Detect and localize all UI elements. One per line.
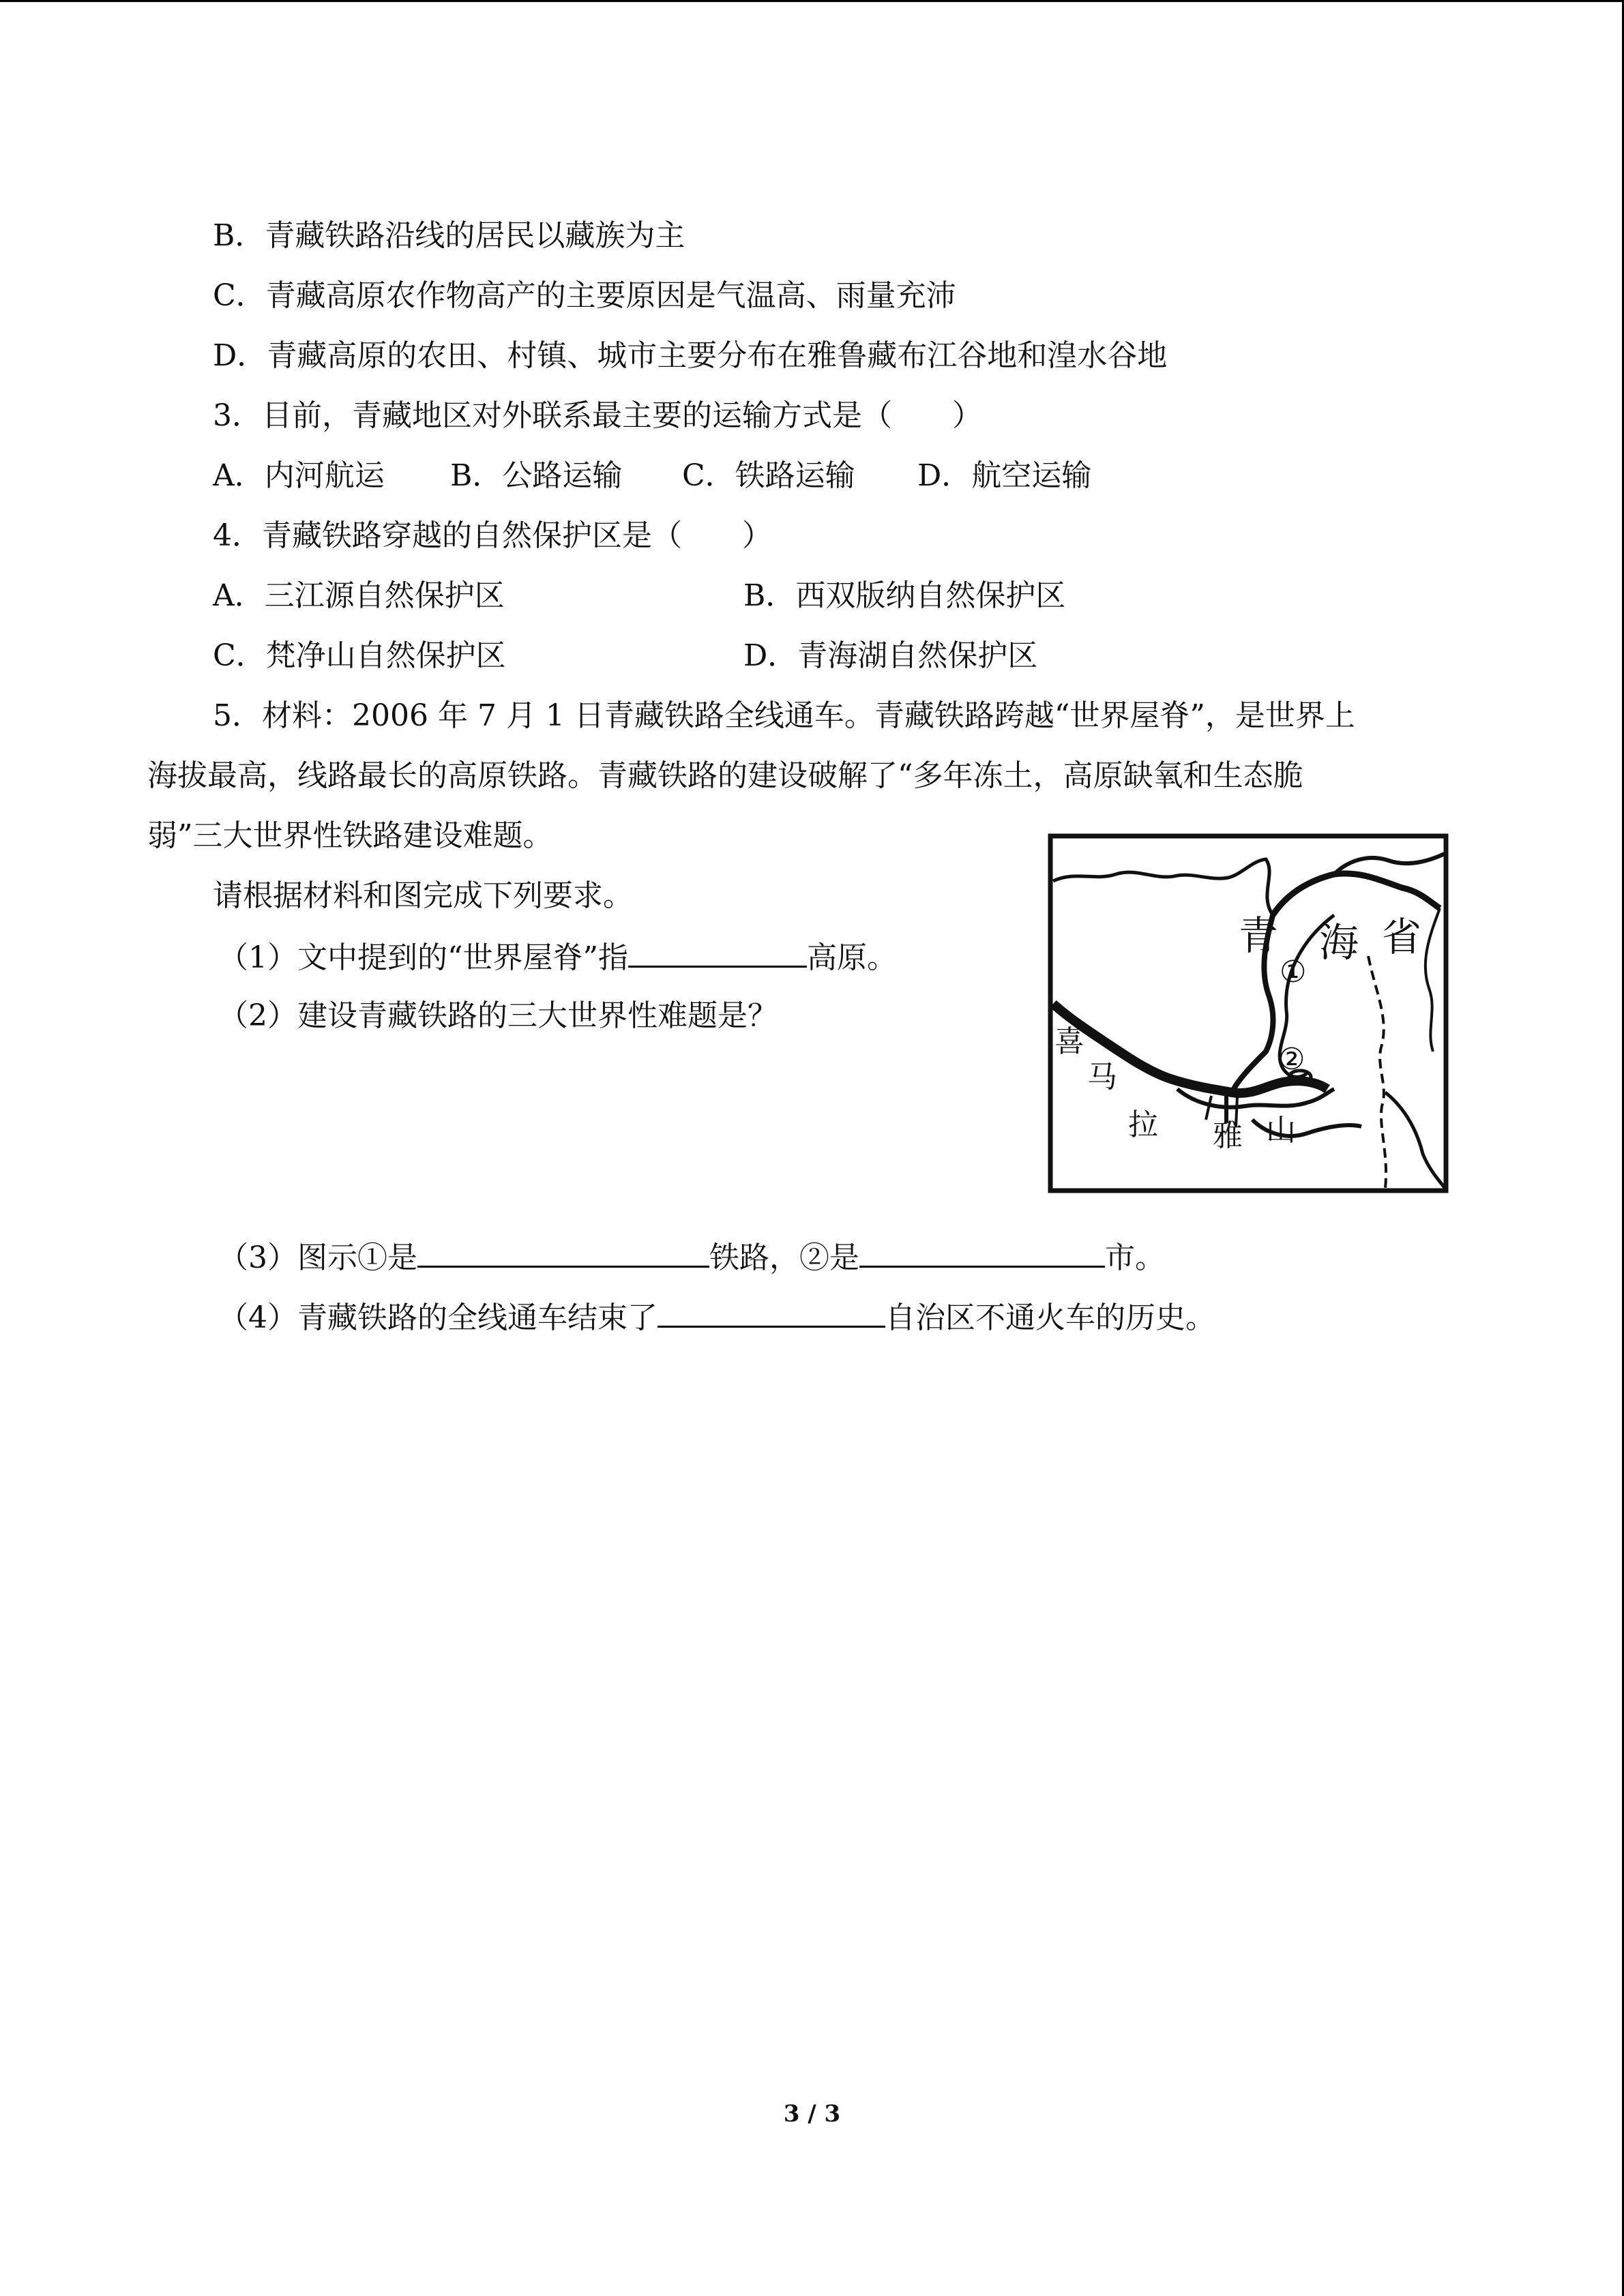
q5-sub3-mid: 铁路，②是	[709, 1240, 859, 1275]
q5-sub1-pre: （1）文中提到的“世界屋脊”指	[218, 940, 628, 975]
map-label-ma: 马	[1087, 1060, 1117, 1094]
q5-sub1	[218, 936, 897, 979]
q3-option-d: D．航空运输	[917, 458, 1092, 493]
q5-sub3-blank-2[interactable]	[859, 1236, 1105, 1268]
map-label-ya: 雅	[1213, 1118, 1243, 1153]
q5-sub2: （2）建设青藏铁路的三大世界性难题是？	[218, 998, 778, 1033]
q5-sub3-pre: （3）图示①是	[218, 1240, 417, 1275]
map-label-la: 拉	[1128, 1107, 1158, 1142]
q4-option-d: D．青海湖自然保护区	[743, 638, 1038, 673]
q5-sub3	[218, 1236, 1165, 1279]
q5-sub4-blank[interactable]	[658, 1296, 885, 1328]
q5-sub4	[218, 1296, 1215, 1339]
map-svg	[1048, 833, 1449, 1193]
page-number: 3 / 3	[783, 2100, 841, 2128]
q5-sub1-blank[interactable]	[628, 936, 807, 968]
q5-material-line-2: 海拔最高，线路最长的高原铁路。青藏铁路的建设破解了“多年冻土，高原缺氧和生态脆	[147, 758, 1303, 793]
q2-option-b: B．青藏铁路沿线的居民以藏族为主	[213, 218, 685, 253]
q4-stem: 4．青藏铁路穿越的自然保护区是（ ）	[213, 518, 772, 553]
map-label-qing: 青	[1239, 912, 1279, 959]
q5-material-line-1: 5．材料：2006 年 7 月 1 日青藏铁路全线通车。青藏铁路跨越“世界屋脊”，是世界上	[213, 698, 1355, 733]
map-label-shan: 山	[1266, 1113, 1296, 1148]
q3-option-b: B．公路运输	[450, 458, 623, 493]
map-frame	[1050, 836, 1446, 1191]
q2-option-c: C．青藏高原农作物高产的主要原因是气温高、雨量充沛	[213, 278, 956, 313]
q5-sub3-post: 市。	[1105, 1240, 1165, 1275]
map-label-sheng: 省	[1382, 914, 1422, 960]
map-label-xi: 喜	[1054, 1024, 1084, 1059]
q5-sub1-post: 高原。	[806, 940, 897, 975]
q3-option-c: C．铁路运输	[682, 458, 855, 493]
q2-option-d: D．青藏高原的农田、村镇、城市主要分布在雅鲁藏布江谷地和湟水谷地	[213, 338, 1168, 373]
qinghai-tibet-map	[1048, 833, 1449, 1193]
q5-instruction: 请根据材料和图完成下列要求。	[213, 878, 633, 913]
q5-sub4-post: 自治区不通火车的历史。	[885, 1300, 1215, 1335]
q5-material-line-3: 弱”三大世界性铁路建设难题。	[147, 818, 553, 853]
q4-option-b: B．西双版纳自然保护区	[743, 578, 1066, 613]
q5-sub4-pre: （4）青藏铁路的全线通车结束了	[218, 1300, 658, 1335]
q4-option-c: C．梵净山自然保护区	[213, 638, 506, 673]
map-marker-1: ①	[1280, 955, 1307, 989]
q3-option-a: A．内河航运	[213, 458, 385, 493]
q3-stem: 3．目前，青藏地区对外联系最主要的运输方式是（ ）	[213, 398, 982, 433]
map-label-hai: 海	[1319, 919, 1359, 966]
q5-sub3-blank-1[interactable]	[417, 1236, 709, 1268]
map-marker-2: ②	[1278, 1042, 1305, 1077]
q4-option-a: A．三江源自然保护区	[213, 578, 505, 613]
